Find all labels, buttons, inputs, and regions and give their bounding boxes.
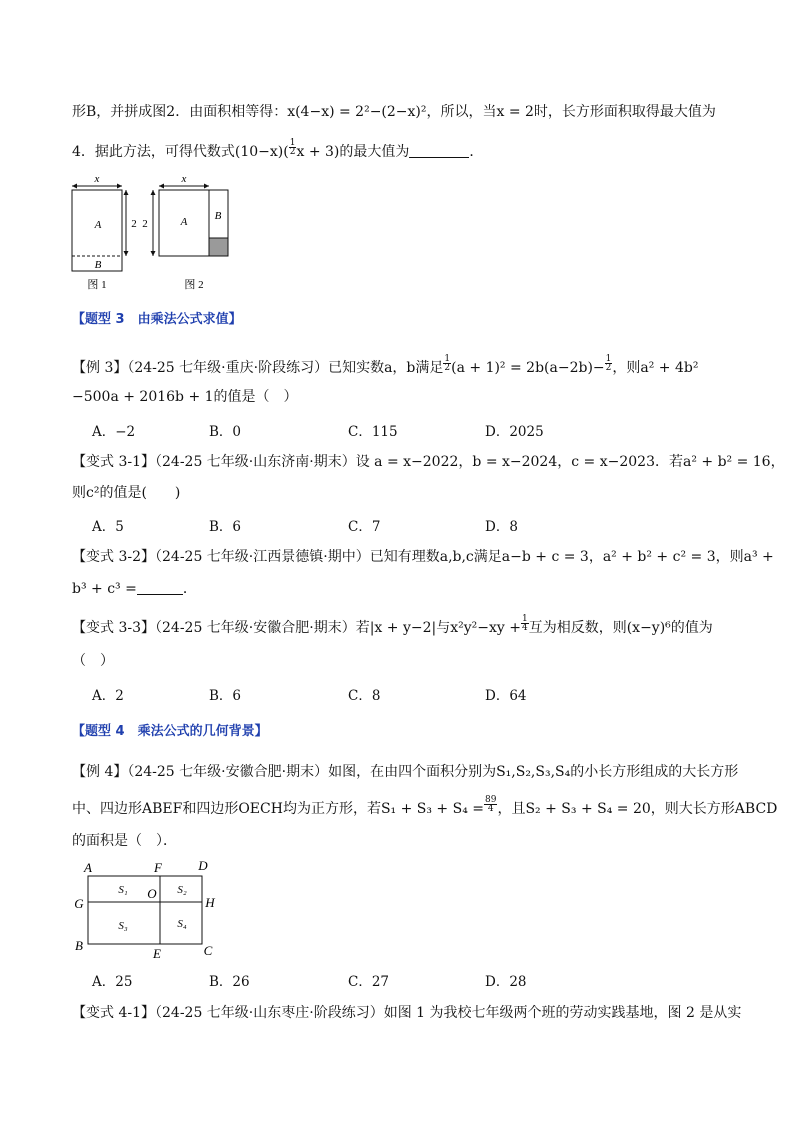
fig1-label-A: A: [94, 219, 102, 231]
variant-3-3-line-2: （ ）: [72, 653, 114, 669]
vertex-e: E: [153, 946, 161, 960]
example-4-fraction: $\frac{89}{4}$: [485, 795, 497, 814]
vertex-o: O: [147, 886, 157, 901]
choice-c[interactable]: C．27: [348, 974, 390, 990]
choice-c[interactable]: C．8: [348, 688, 381, 704]
choice-b[interactable]: B．6: [209, 519, 242, 535]
example-4-choices: [92, 970, 652, 990]
fig2-caption: 图 2: [184, 279, 204, 291]
choice-a[interactable]: A．−2: [92, 424, 136, 440]
variant-3-1-source: （24-25 七年级·山东济南·期末）: [155, 454, 356, 470]
vertex-f: F: [154, 860, 162, 875]
example-3-fraction-1: $\frac{1}{2}$: [444, 354, 451, 373]
region-s3: S₃: [118, 920, 128, 932]
choice-a[interactable]: A．25: [92, 974, 133, 990]
choice-b[interactable]: B．26: [209, 974, 250, 990]
choice-d[interactable]: D．64: [485, 688, 527, 704]
fig1-height-label: 2: [131, 218, 137, 230]
variant-3-1-line-2: 则c²的值是( ): [72, 485, 181, 501]
vertex-b: B: [75, 938, 83, 953]
example-4-prefix: 【例 4】: [72, 764, 128, 780]
choice-c[interactable]: C．7: [348, 519, 381, 535]
intro-line-1: 形B，并拼成图2．由面积相等得：x(4−x) = 2²−(2−x)²，所以，当x = 2时，长方形面积取得最大值为: [72, 104, 716, 120]
fig1-label-B: B: [94, 259, 102, 271]
choice-d[interactable]: D．2025: [485, 424, 544, 440]
choice-d[interactable]: D．8: [485, 519, 518, 535]
variant-3-1-choices: [92, 515, 652, 535]
figure-2: [140, 172, 232, 294]
choice-c[interactable]: C．115: [348, 424, 398, 440]
example-3-prefix: 【例 3】: [72, 360, 128, 376]
variant-3-2-prefix: 【变式 3-2】: [72, 549, 155, 565]
vertex-h: H: [205, 895, 215, 910]
section-4-heading: 【题型 4 乘法公式的几何背景】: [72, 724, 268, 739]
variant-4-1-prefix: 【变式 4-1】: [72, 1005, 155, 1021]
example-3-fraction-2: $\frac{1}{2}$: [605, 354, 612, 373]
variant-3-3-fraction: $\frac{1}{4}$: [521, 614, 528, 633]
example-3-line-2: −500a + 2016b + 1的值是（ ）: [72, 389, 298, 405]
fig1-caption: 图 1: [87, 279, 107, 291]
choice-a[interactable]: A．2: [92, 688, 124, 704]
fig2-height-label: 2: [142, 218, 148, 230]
region-s1: S₁: [118, 884, 128, 896]
example-3-choices: [92, 420, 652, 440]
variant-3-1-line-1: 【变式 3-1】（24-25 七年级·山东济南·期末）设 a = x−2022，b = x−2024，c = x−2023．若a² + b² = 16，: [72, 454, 785, 470]
variant-3-2-source: （24-25 七年级·江西景德镇·期中）: [155, 549, 370, 565]
variant-3-3-line-1: 【变式 3-3】（24-25 七年级·安徽合肥·期末）若|x + y−2|与x²y²−xy + $\frac{1}{4}$ 互为相反数，则(x−y)⁶的值为: [72, 614, 713, 636]
region-s2: S₂: [177, 884, 187, 896]
intro-line-2-b: x + 3)的最大值为: [296, 144, 410, 160]
choice-b[interactable]: B．0: [209, 424, 242, 440]
choice-a[interactable]: A．5: [92, 519, 124, 535]
answer-blank[interactable]: [137, 580, 183, 595]
fig2-label-B: B: [214, 210, 222, 222]
fig2-x-label: x: [181, 173, 187, 185]
fig2-shaded-square: [209, 238, 228, 256]
region-s4: S₄: [177, 918, 187, 930]
vertex-a: A: [84, 860, 92, 875]
example-4-source: （24-25 七年级·安徽合肥·期末）: [127, 764, 329, 780]
variant-3-2-line-1: 【变式 3-2】（24-25 七年级·江西景德镇·期中）已知有理数a,b,c满足a−b + c = 3，a² + b² + c² = 3，则a³ +: [72, 549, 774, 565]
example-3-line-1: 【例 3】（24-25 七年级·重庆·阶段练习）已知实数a，b满足 $\frac{1}{2}$ (a + 1)² = 2b(a−2b)− $\frac{1}{2}$ ，则a² + 4b²: [72, 354, 699, 376]
example-4-line-1: 【例 4】（24-25 七年级·安徽合肥·期末）如图，在由四个面积分别为S₁,S₂,S₃,S₄的小长方形组成的大长方形: [72, 764, 739, 780]
variant-3-3-source: （24-25 七年级·安徽合肥·期末）: [155, 620, 356, 636]
figure-1: [66, 172, 146, 294]
vertex-c: C: [203, 943, 213, 958]
variant-3-1-prefix: 【变式 3-1】: [72, 454, 155, 470]
choice-d[interactable]: D．28: [485, 974, 527, 990]
fig2-label-A: A: [180, 216, 188, 228]
example-4-line-3: 的面积是（ ）．: [72, 833, 177, 849]
variant-3-3-prefix: 【变式 3-3】: [72, 620, 155, 636]
example-3-source: （24-25 七年级·重庆·阶段练习）: [127, 360, 329, 376]
fig1-x-label: x: [94, 173, 100, 185]
section-3-heading: 【题型 3 由乘法公式求值】: [72, 312, 242, 327]
example-4-figure: [68, 856, 228, 960]
intro-line-2: 4．据此方法，可得代数式(10−x)( $\frac{1}{2}$ x + 3)的最大值为 ．: [72, 138, 484, 160]
choice-b[interactable]: B．6: [209, 688, 242, 704]
vertex-g: G: [74, 896, 84, 911]
example-4-line-2: 中、四边形ABEF和四边形OECH均为正方形，若S₁ + S₃ + S₄ = $\frac{89}{4}$ ，且S₂ + S₃ + S₄ = 20，则大长方形ABCD: [72, 795, 778, 817]
answer-blank[interactable]: [409, 143, 469, 158]
variant-3-3-choices: [92, 684, 652, 704]
variant-3-2-line-2: b³ + c³ = ．: [72, 581, 197, 597]
variant-4-1-line-1: 【变式 4-1】（24-25 七年级·山东枣庄·阶段练习）如图 1 为我校七年级两个班的劳动实践基地，图 2 是从实: [72, 1005, 742, 1021]
intro-line-2-a: 4．据此方法，可得代数式(10−x)(: [72, 144, 289, 160]
intro-fraction: $\frac{1}{2}$: [289, 138, 296, 157]
variant-4-1-source: （24-25 七年级·山东枣庄·阶段练习）: [155, 1005, 384, 1021]
vertex-d: D: [198, 858, 208, 873]
